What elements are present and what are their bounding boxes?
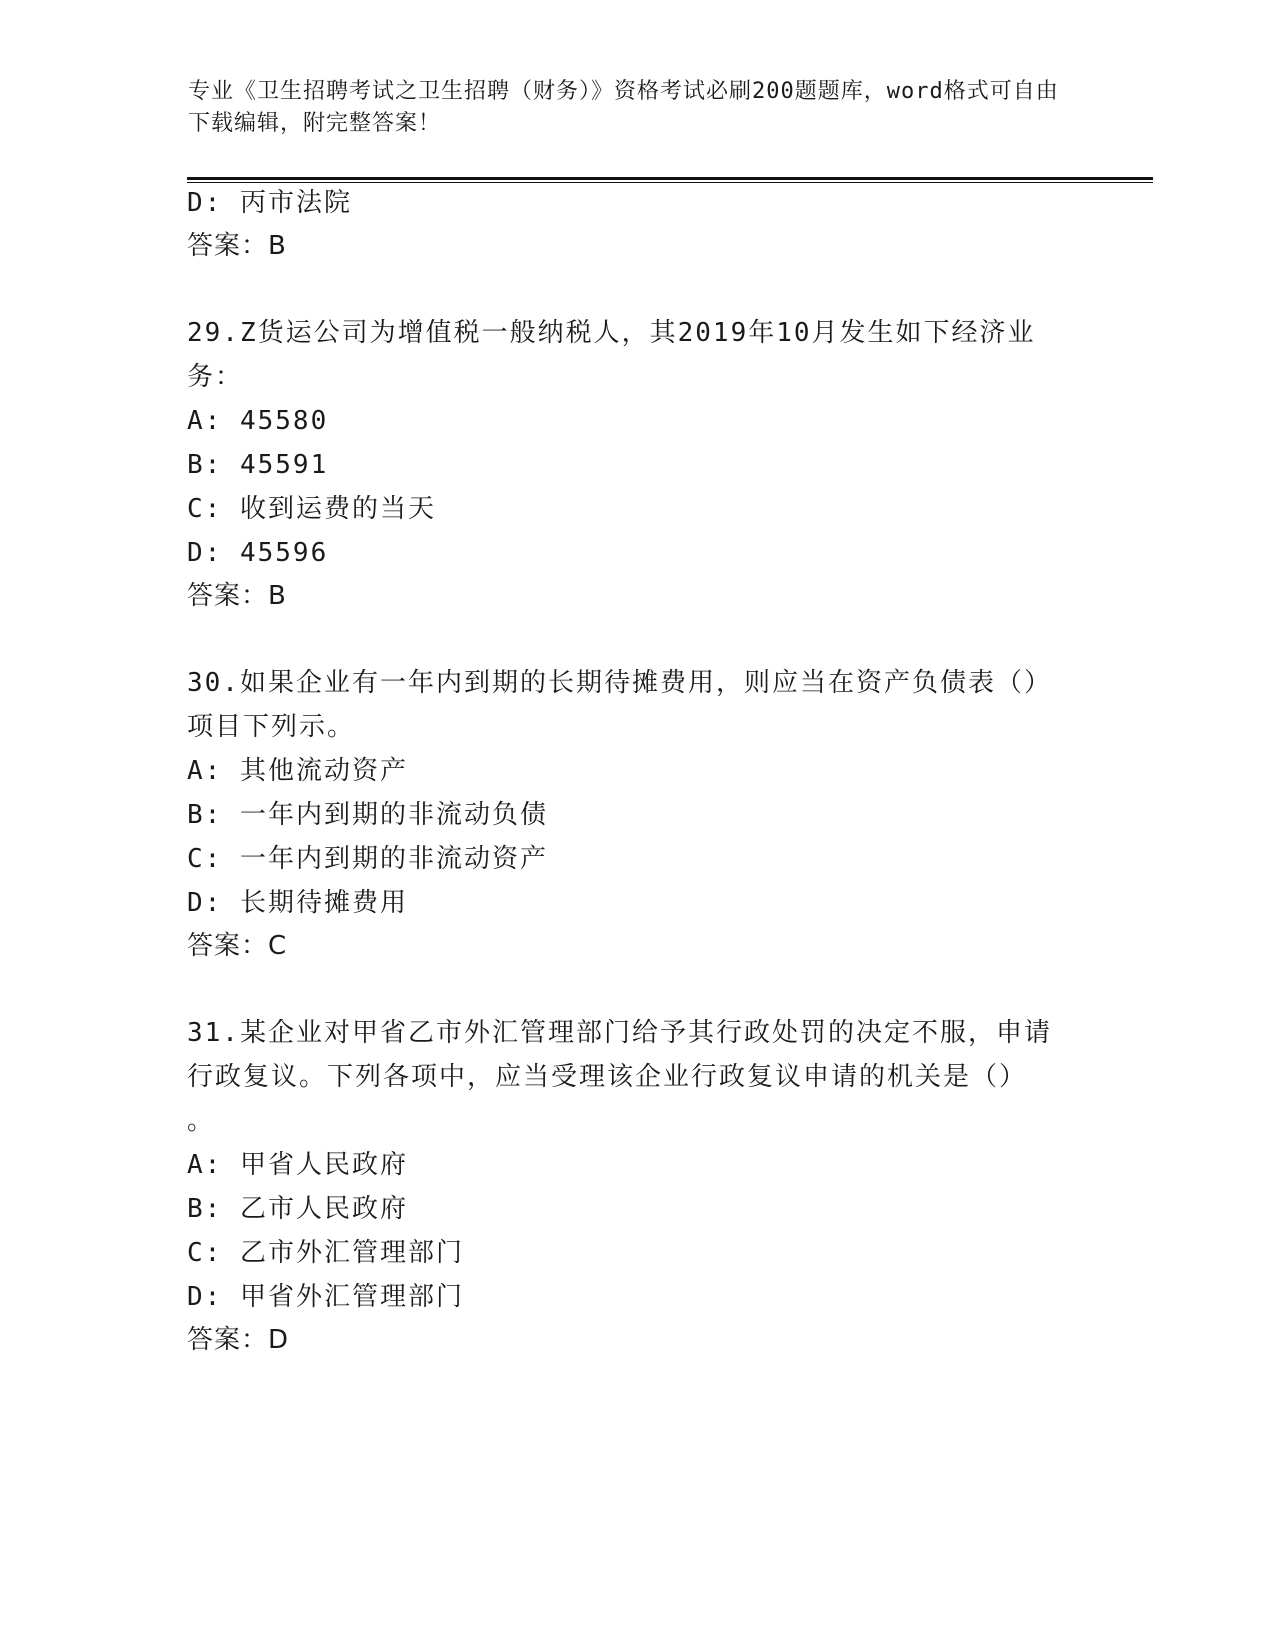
page-header: 专业《卫生招聘考试之卫生招聘（财务）》资格考试必刷200题题库，word格式可自由下载编辑，附完整答案！ <box>188 79 1059 136</box>
prev-option-d: D: 丙市法院 <box>187 188 352 218</box>
q29-stem-line2: 务： <box>187 362 244 392</box>
q30-option-b: B: 一年内到期的非流动负债 <box>187 800 548 830</box>
q31-option-a: A: 甲省人民政府 <box>187 1150 408 1180</box>
q29-option-c: C: 收到运费的当天 <box>187 494 436 524</box>
q30-answer: 答案：C <box>187 931 288 961</box>
header-rule <box>187 177 1153 180</box>
q29-option-a: A: 45580 <box>187 406 329 436</box>
q30-option-d: D: 长期待摊费用 <box>187 888 408 918</box>
q31-option-c: C: 乙市外汇管理部门 <box>187 1238 464 1268</box>
q30-option-c: C: 一年内到期的非流动资产 <box>187 844 548 874</box>
q31-answer: 答案：D <box>187 1325 290 1355</box>
q31-option-d: D: 甲省外汇管理部门 <box>187 1282 464 1312</box>
q30-option-a: A: 其他流动资产 <box>187 756 408 786</box>
q29-answer: 答案：B <box>187 581 287 611</box>
q29-option-b: B: 45591 <box>187 450 329 480</box>
q30-stem-line1: 30.如果企业有一年内到期的长期待摊费用，则应当在资产负债表（） <box>187 668 1052 698</box>
q29-option-d: D: 45596 <box>187 538 329 568</box>
q29-stem-line1: 29.Z货运公司为增值税一般纳税人，其2019年10月发生如下经济业 <box>187 318 1036 348</box>
header-rule-thin <box>187 182 1153 183</box>
q31-stem-line3: 。 <box>187 1106 216 1136</box>
q31-option-b: B: 乙市人民政府 <box>187 1194 408 1224</box>
q31-stem-line1: 31.某企业对甲省乙市外汇管理部门给予其行政处罚的决定不服，申请 <box>187 1018 1052 1048</box>
q31-stem-line2: 行政复议。下列各项中，应当受理该企业行政复议申请的机关是（） <box>187 1062 1028 1092</box>
q30-stem-line2: 项目下列示。 <box>187 712 356 742</box>
prev-answer: 答案：B <box>187 231 287 261</box>
